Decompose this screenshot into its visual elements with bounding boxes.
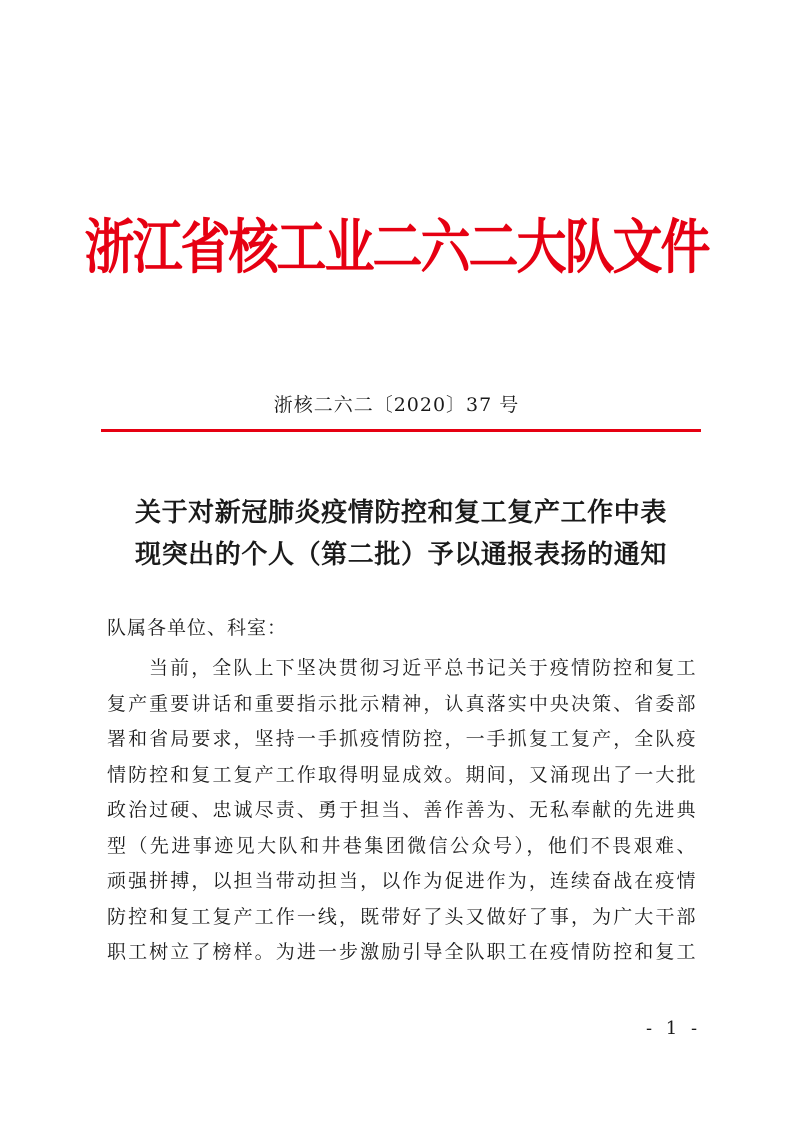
title-line-1: 关于对新冠肺炎疫情防控和复工复产工作中表 (134, 498, 667, 528)
body-line: 复产重要讲话和重要指示批示精神，认真落实中央决策、省委部 (107, 692, 697, 715)
title-line-2: 现突出的个人（第二批）予以通报表扬的通知 (134, 540, 667, 570)
document-title (101, 492, 701, 576)
body-line: 当前，全队上下坚决贯彻习近平总书记关于疫情防控和复工 (149, 657, 697, 679)
red-separator-rule (101, 429, 701, 432)
body-line: 政治过硬、忠诚尽责、勇于担当、善作善为、无私奉献的先进典 (107, 799, 697, 821)
document-number: 浙核二六二〔2020〕37 号 (273, 394, 520, 416)
body-line: 署和省局要求，坚持一手抓疫情防控，一手抓复工复产，全队疫 (107, 728, 697, 750)
body-line: 情防控和复工复产工作取得明显成效。期间，又涌现出了一大批 (107, 763, 697, 786)
body-line: 型（先进事迹见大队和井巷集团微信公众号），他们不畏艰难、 (107, 834, 697, 857)
body-paragraph (107, 651, 697, 971)
salutation: 队属各单位、科室： (107, 617, 288, 639)
page-number: - 1 - (646, 1018, 702, 1039)
body-line: 顽强拼搏，以担当带动担当，以作为促进作为，连续奋战在疫情 (107, 870, 697, 892)
body-line: 防控和复工复产工作一线，既带好了头又做好了事，为广大干部 (107, 905, 697, 928)
document-masthead: 浙江省核工业二六二大队文件 (84, 213, 709, 282)
body-line: 职工树立了榜样。为进一步激励引导全队职工在疫情防控和复工 (107, 941, 697, 963)
